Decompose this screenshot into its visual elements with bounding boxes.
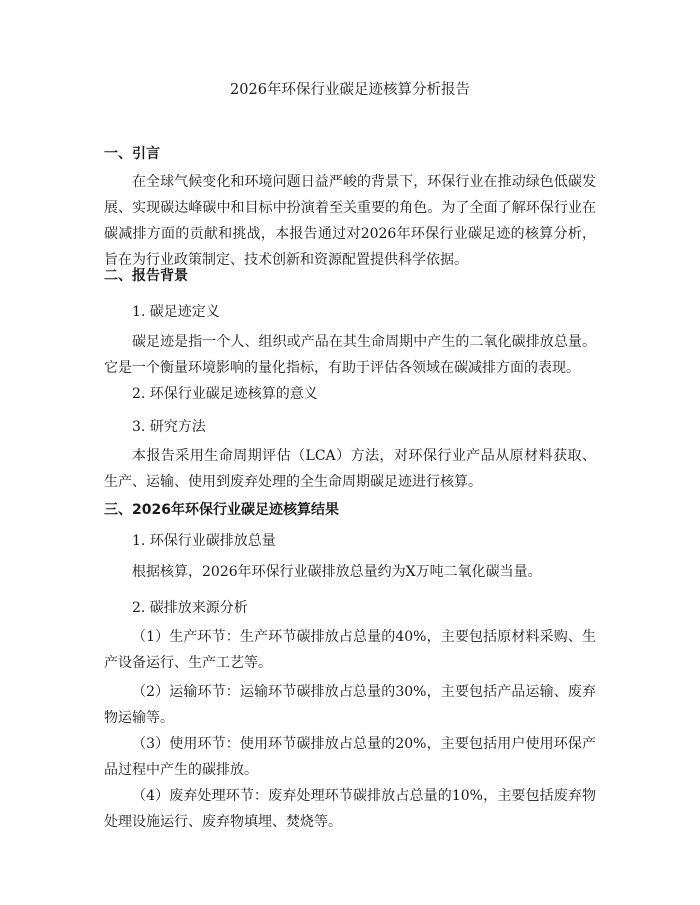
method-paragraph: 本报告采用生命周期评估（LCA）方法，对环保行业产品从原材料获取、生产、运输、使用到废弃处理的全生命周期碳足迹进行核算。 [104, 448, 596, 490]
item-accounting-significance: 2. 环保行业碳足迹核算的意义 [132, 386, 318, 402]
report-title: 2026年环保行业碳足迹核算分析报告 [230, 82, 470, 98]
section-heading-results: 三、2026年环保行业碳足迹核算结果 [104, 502, 339, 518]
item-total-emissions: 1. 环保行业碳排放总量 [132, 533, 276, 549]
definition-paragraph: 碳足迹是指一个人、组织或产品在其生命周期中产生的二氧化碳排放总量。它是一个衡量环境影响的量化指标，有助于评估各领域在碳减排方面的表现。 [104, 334, 596, 376]
introduction-paragraph: 在全球气候变化和环境问题日益严峻的背景下，环保行业在推动绿色低碳发展、实现碳达峰碳中和目标中扮演着至关重要的角色。为了全面了解环保行业在碳减排方面的贡献和挑战，本报告通过对2026年环保行业碳足迹的核算分析，旨在为行业政策制定、技术创新和资源配置提供科学依据。 [104, 174, 596, 268]
source-production-paragraph: （1）生产环节：生产环节碳排放占总量的40%，主要包括原材料采购、生产设备运行、生产工艺等。 [104, 629, 596, 671]
section-heading-introduction: 一、引言 [104, 146, 160, 162]
total-emissions-paragraph: 根据核算，2026年环保行业碳排放总量约为X万吨二氧化碳当量。 [132, 564, 542, 580]
source-disposal-paragraph: （4）废弃处理环节：废弃处理环节碳排放占总量的10%，主要包括废弃物处理设施运行、废弃物填埋、焚烧等。 [104, 788, 596, 830]
section-heading-background: 二、报告背景 [104, 268, 188, 284]
source-transport-paragraph: （2）运输环节：运输环节碳排放占总量的30%，主要包括产品运输、废弃物运输等。 [104, 684, 596, 726]
item-carbon-footprint-definition: 1. 碳足迹定义 [132, 304, 220, 320]
item-emission-sources: 2. 碳排放来源分析 [132, 600, 248, 616]
source-usage-paragraph: （3）使用环节：使用环节碳排放占总量的20%，主要包括用户使用环保产品过程中产生的碳排放。 [104, 736, 596, 778]
item-research-method: 3. 研究方法 [132, 419, 206, 435]
